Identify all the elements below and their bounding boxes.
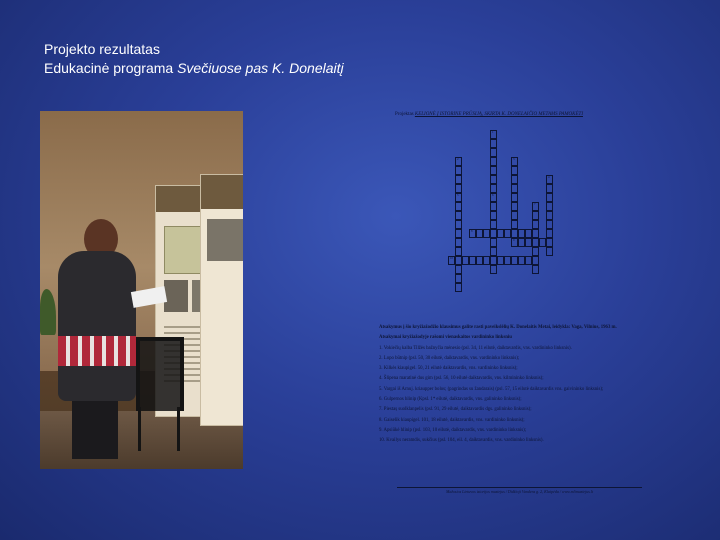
- crossword-cell: [469, 256, 476, 265]
- document-subtitle: Atsakymai kryžiažodyje rašomi vienaskaitos vardininko linksniu: [379, 335, 512, 341]
- crossword-cell: [490, 166, 497, 175]
- crossword-cell: [532, 211, 539, 220]
- crossword-cell: [490, 211, 497, 220]
- exhibition-banner-right: [200, 174, 243, 426]
- crossword-cell: [455, 238, 462, 247]
- crossword-cell: [490, 148, 497, 157]
- document-header: [395, 112, 665, 117]
- document-intro: Atsakymus į šio kryžiažodžio klausimus galite rasti paveikslėlių K. Donelaitis Metai, leidykla: Vaga, Vilnius, 1963 m.: [379, 325, 617, 330]
- crossword-cell: [546, 175, 553, 184]
- crossword-cell: [518, 229, 525, 238]
- crossword-cell: [532, 220, 539, 229]
- crossword-cell: [455, 211, 462, 220]
- crossword-cell: [455, 175, 462, 184]
- crossword-cell: [455, 256, 462, 265]
- crossword-cell: [511, 184, 518, 193]
- banner-right-heading: [201, 175, 243, 209]
- banner-picture-3: [207, 219, 243, 261]
- crossword-cell: [511, 229, 518, 238]
- question-item: 6. Gulpernos hlinip (Kpsl. 1* eilutė, daiktavardis, vns. galininko linksnis);: [379, 397, 522, 403]
- crossword-number: 5: [457, 193, 459, 197]
- crossword-cell: [525, 229, 532, 238]
- crossword-cell: [504, 256, 511, 265]
- crossword-cell: [511, 166, 518, 175]
- crossword-cell: [469, 229, 476, 238]
- crossword-cell: [546, 202, 553, 211]
- document-header-label: Projektas: [395, 112, 415, 117]
- crossword-cell: [490, 175, 497, 184]
- crossword-cell: [490, 229, 497, 238]
- crossword-cell: [490, 202, 497, 211]
- crossword-number: 7: [534, 202, 536, 206]
- title-line-2-italic: Svečiuose pas K. Donelaitį: [177, 60, 344, 76]
- crossword-number: 4: [548, 175, 550, 179]
- crossword-cell: [511, 220, 518, 229]
- crossword-cell: [511, 157, 518, 166]
- crossword-cell: [546, 211, 553, 220]
- crossword-cell: [532, 229, 539, 238]
- question-item: 3. Kilkės kiaupigel. 50, 21 eilutė daiktavardis, vns. vardininko linksnis);: [379, 366, 518, 372]
- crossword-cell: [511, 193, 518, 202]
- crossword-cell: [504, 229, 511, 238]
- crossword-cell: [490, 130, 497, 139]
- question-item: 10. Kvailys neramdis, sukčius (psl. 104, eil. 4, daiktavardis, vns. vardininko linksnis).: [379, 438, 544, 444]
- crossword-cell: [476, 256, 483, 265]
- question-item: 9. Apsiūkė hlinip (psl. 103, 10 eilutė, daiktavardis, vns. vardininko linksnis);: [379, 427, 527, 433]
- crossword-cell: [497, 256, 504, 265]
- crossword-cell: [455, 166, 462, 175]
- crossword-cell: [483, 256, 490, 265]
- crossword-cell: [455, 193, 462, 202]
- crossword-cell: [546, 220, 553, 229]
- crossword-cell: [490, 247, 497, 256]
- crossword-cell: [497, 229, 504, 238]
- footer-rule: [397, 487, 642, 488]
- crossword-cell: [546, 247, 553, 256]
- question-item: 7. Piestaș suolklanpelis (psl. 91, 29 eilutė, daiktavardis dgs. galininko linksnis);: [379, 407, 532, 413]
- crossword-cell: [532, 256, 539, 265]
- crossword-cell: [532, 238, 539, 247]
- crossword-number: 1: [492, 130, 494, 134]
- crossword-cell: [511, 238, 518, 247]
- crossword-cell: [476, 229, 483, 238]
- crossword-cell: [511, 211, 518, 220]
- photo-sweater-pattern: [58, 336, 136, 366]
- crossword-grid: [445, 120, 585, 305]
- question-item: 5. Vargai iš Arnuj. kriaupper bolos; (pagrindas su žandarais) (psl. 57, 15 eilutė daiktavardis vns. gaivininko linksnis);: [379, 386, 604, 392]
- crossword-cell: [490, 265, 497, 274]
- crossword-number: 2: [457, 157, 459, 161]
- document-questions: [379, 323, 664, 447]
- crossword-cell: [490, 256, 497, 265]
- crossword-cell: [455, 157, 462, 166]
- title-line-2-plain: Edukacinė programa: [44, 60, 178, 76]
- crossword-cell: [448, 256, 455, 265]
- document-footer: Mažosios Lietuvos istorijos muziejus / Didžioji Vandens g. 2, Klaipėda / www.mlimuziejus.lt: [446, 489, 593, 494]
- crossword-cell: [455, 220, 462, 229]
- crossword-cell: [462, 256, 469, 265]
- crossword-cell: [511, 202, 518, 211]
- crossword-cell: [532, 247, 539, 256]
- question-item: 1. Vokiečių kalba Tilžės bažnyčia mėnesio (psl. 34, 11 eilutė, daiktavardis, vns. vardininko linksnis).: [379, 345, 572, 351]
- crossword-document: [367, 104, 665, 500]
- crossword-cell: [455, 184, 462, 193]
- crossword-cell: [490, 184, 497, 193]
- crossword-cell: [455, 247, 462, 256]
- crossword-cell: [525, 238, 532, 247]
- crossword-cell: [455, 202, 462, 211]
- crossword-cell: [490, 193, 497, 202]
- crossword-number: 9: [513, 238, 515, 242]
- crossword-cell: [490, 220, 497, 229]
- crossword-cell: [518, 256, 525, 265]
- banner-picture-1: [164, 280, 188, 312]
- crossword-cell: [539, 238, 546, 247]
- title-line-2: [44, 59, 344, 78]
- photo-chair-legs: [138, 407, 180, 451]
- crossword-cell: [532, 265, 539, 274]
- photo-chair: [136, 337, 184, 411]
- title-line-1: Projekto rezultatas: [44, 41, 160, 57]
- question-item: 8. Gaiselik kiaupigel. 101, 18 eilutė, daiktavardis, vns. vardininko linksnis);: [379, 417, 525, 423]
- crossword-cell: [546, 238, 553, 247]
- exhibition-photo: [40, 111, 243, 469]
- crossword-cell: [490, 139, 497, 148]
- photo-person-legs: [72, 401, 118, 459]
- slide-title: [44, 40, 344, 78]
- crossword-number: 3: [513, 157, 515, 161]
- crossword-cell: [511, 175, 518, 184]
- crossword-cell: [483, 229, 490, 238]
- crossword-number: 8: [471, 229, 473, 233]
- crossword-cell: [455, 274, 462, 283]
- question-item: 2. Lopo būtnip (psl. 50, 30 eilutė, daiktavardis, vns. vardininko linksnis);: [379, 355, 520, 361]
- crossword-cell: [511, 256, 518, 265]
- crossword-cell: [455, 265, 462, 274]
- photo-person-body: [58, 251, 136, 401]
- crossword-cell: [455, 283, 462, 292]
- crossword-number: 6: [492, 193, 494, 197]
- document-header-name: KELIONĖ Į ISTORINE PRŪSIJĄ, SKIRTA K. DONELAIČIO METAMS PAMOKĖTI: [414, 112, 583, 117]
- crossword-cell: [546, 229, 553, 238]
- crossword-cell: [490, 238, 497, 247]
- crossword-number: 10: [450, 256, 453, 260]
- crossword-cell: [518, 238, 525, 247]
- crossword-cell: [546, 193, 553, 202]
- crossword-cell: [525, 256, 532, 265]
- crossword-cell: [455, 229, 462, 238]
- crossword-cell: [546, 184, 553, 193]
- crossword-cell: [490, 157, 497, 166]
- question-item: 4. Šlipena maratinė dus gim (psl. 56, 10 eilutė daiktavardis, vns. kilmininko linksnis);: [379, 376, 544, 382]
- crossword-cell: [532, 202, 539, 211]
